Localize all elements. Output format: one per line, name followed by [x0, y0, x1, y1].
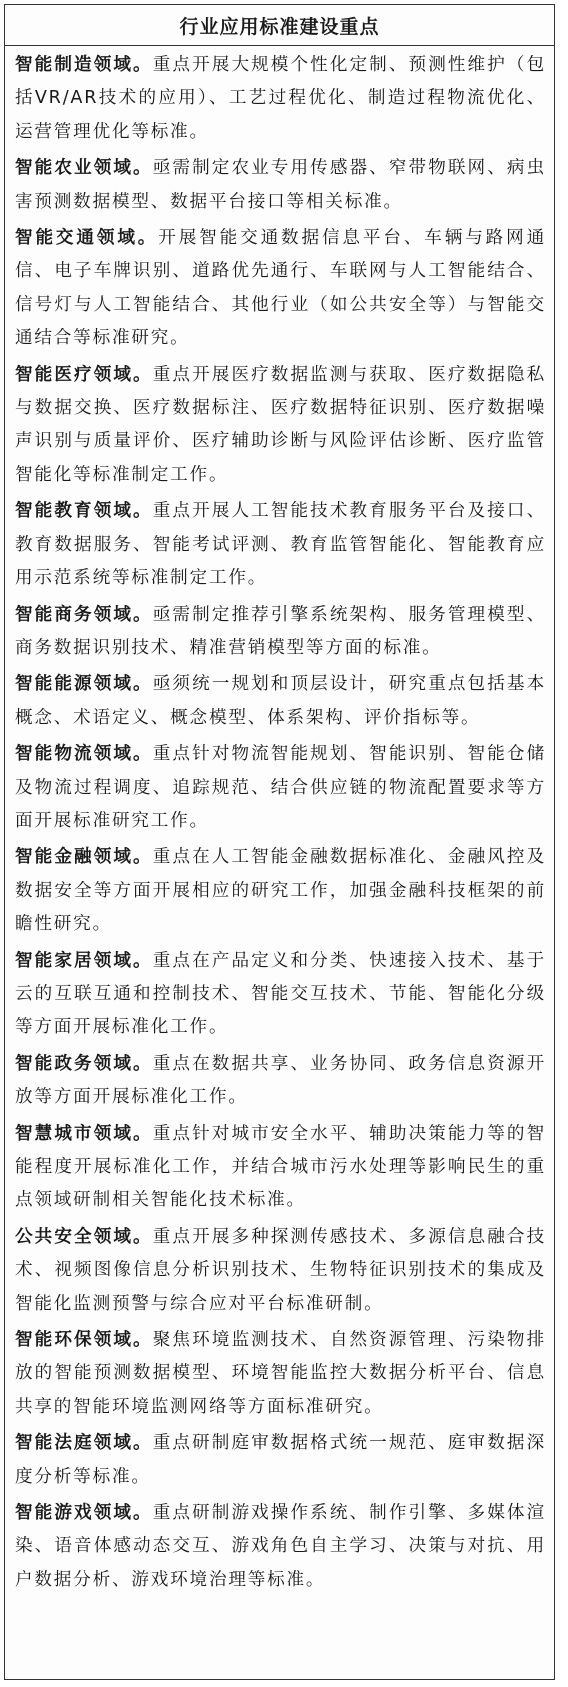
table-row	[15, 222, 546, 356]
row-text: 开展智能交通数据信息平台、车辆与路网通信、电子车牌识别、道路优先通行、车联网与人工智能结合、信号灯与人工智能结合、其他行业（如公共安全等）与智能交通结合等标准研究。	[15, 228, 546, 349]
row-text: 亟须统一规划和顶层设计，研究重点包括基本概念、术语定义、概念模型、体系架构、评价指标等。	[15, 674, 546, 728]
table-row	[15, 738, 546, 838]
row-text: 亟需制定农业专用传感器、窄带物联网、病虫害预测数据模型、数据平台接口等相关标准。	[15, 158, 546, 212]
row-text: 重点在产品定义和分类、快速接入技术、基于云的互联互通和控制技术、智能交互技术、节能、智能化分级等方面开展标准化工作。	[15, 950, 546, 1038]
row-heading: 智慧城市领域。	[15, 1123, 153, 1144]
table-row	[15, 1427, 546, 1494]
table-row	[15, 1324, 546, 1424]
row-heading: 智能制造领域。	[15, 55, 153, 75]
row-heading: 智能法庭领域。	[15, 1433, 153, 1454]
row-text: 重点研制游戏操作系统、制作引擎、多媒体渲染、语音体感动态交互、游戏角色自主学习、决策与对抗、用户数据分析、游戏环境治理等标准。	[15, 1503, 546, 1590]
row-heading: 公共安全领域。	[15, 1226, 153, 1247]
table-row	[15, 668, 546, 735]
row-heading: 智能政务领域。	[15, 1053, 153, 1074]
row-heading: 智能农业领域。	[15, 158, 153, 179]
table-row	[15, 1221, 546, 1321]
row-text: 聚焦环境监测技术、自然资源管理、污染物排放的智能预测数据模型、环境智能监控大数据分析平台、信息共享的智能环境监测网络等方面标准研究。	[15, 1330, 546, 1417]
row-text: 重点开展大规模个性化定制、预测性维护（包括VR/AR技术的应用）、工艺过程优化、制造过程物流优化、运营管理优化等标准。	[15, 55, 546, 142]
row-heading: 智能金融领域。	[15, 847, 153, 868]
row-heading: 智能交通领域。	[15, 228, 159, 249]
standards-table	[4, 4, 555, 1680]
table-row	[15, 1497, 546, 1597]
table-row	[15, 1048, 546, 1115]
row-heading: 智能游戏领域。	[15, 1503, 153, 1524]
row-text: 重点针对物流智能规划、智能识别、智能仓储及物流过程调度、追踪规范、结合供应链的物流配置要求等方面开展标准研究工作。	[15, 744, 546, 831]
table-row	[15, 1118, 546, 1218]
table-title: 行业应用标准建设重点	[5, 5, 554, 46]
table-row	[15, 49, 546, 149]
row-text: 重点开展多种探测传感技术、多源信息融合技术、视频图像信息分析识别技术、生物特征识别技术的集成及智能化监测预警与综合应对平台标准研制。	[15, 1226, 546, 1314]
row-heading: 智能物流领域。	[15, 744, 153, 765]
table-row	[15, 599, 546, 666]
row-text: 重点研制庭审数据格式统一规范、庭审数据深度分析等标准。	[15, 1433, 546, 1487]
row-heading: 智能环保领域。	[15, 1330, 153, 1351]
row-text: 重点针对城市安全水平、辅助决策能力等的智能程度开展标准化工作，并结合城市污水处理等影响民生的重点领域研制相关智能化技术标准。	[15, 1123, 546, 1211]
row-text: 重点在数据共享、业务协同、政务信息资源开放等方面开展标准化工作。	[15, 1053, 546, 1108]
row-heading: 智能能源领域。	[15, 674, 153, 695]
table-row	[15, 495, 546, 595]
table-row	[15, 359, 546, 493]
table-row	[15, 945, 546, 1045]
table-row	[15, 152, 546, 219]
row-heading: 智能商务领域。	[15, 604, 153, 625]
row-heading: 智能家居领域。	[15, 950, 153, 971]
table-body	[5, 49, 554, 1597]
row-text: 亟需制定推荐引擎系统架构、服务管理模型、商务数据识别技术、精准营销模型等方面的标准。	[15, 604, 546, 658]
row-heading: 智能医疗领域。	[15, 364, 153, 385]
row-heading: 智能教育领域。	[15, 501, 153, 522]
row-text: 重点开展人工智能技术教育服务平台及接口、教育数据服务、智能考试评测、教育监管智能化、智能教育应用示范系统等标准制定工作。	[15, 501, 546, 589]
table-row	[15, 841, 546, 941]
row-text: 重点在人工智能金融数据标准化、金融风控及数据安全等方面开展相应的研究工作，加强金融科技框架的前瞻性研究。	[15, 847, 546, 935]
row-text: 重点开展医疗数据监测与获取、医疗数据隐私与数据交换、医疗数据标注、医疗数据特征识别、医疗数据噪声识别与质量评价、医疗辅助诊断与风险评估诊断、医疗监管智能化等标准制定工作。	[15, 364, 546, 485]
